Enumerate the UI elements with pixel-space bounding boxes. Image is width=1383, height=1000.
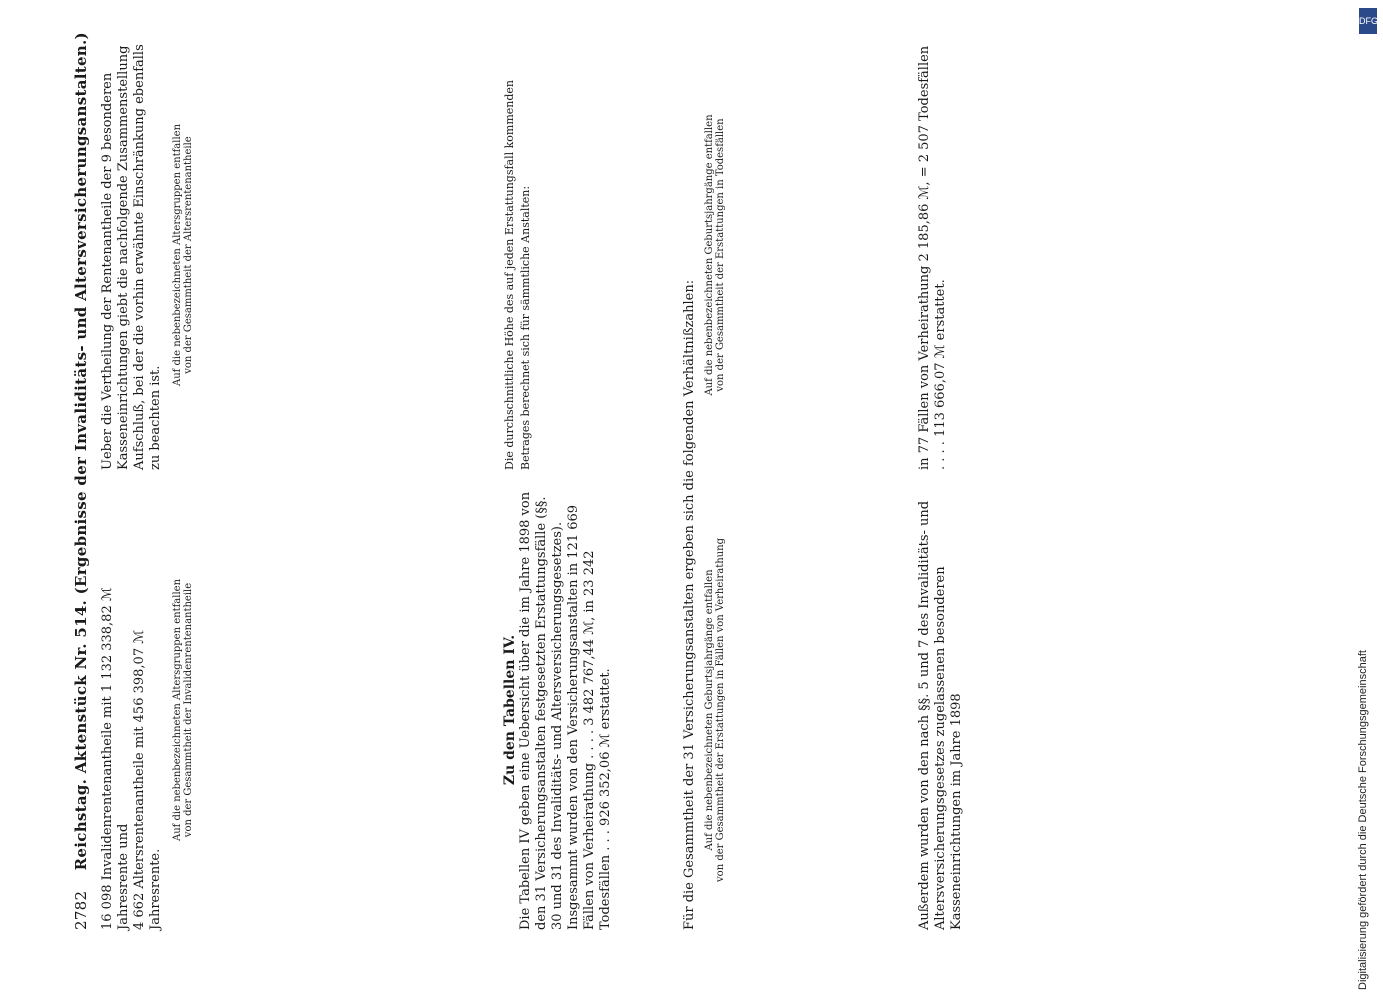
table-title: Auf die nebenbezeichneten Geburtsjahrgänge entfallen	[704, 569, 715, 851]
section-iv	[502, 490, 614, 930]
intro-line: Jahresrente.	[148, 848, 163, 930]
intro-right: Ueber die Vertheilung der Rentenantheile der 9 besonderen Kasseneinrichtungen giebt die nachfolgende Zusammenstellung Aufschluß, bei der die vorhin erwähnte Einschränkung ebenfalls zu beachten ist.	[100, 44, 163, 470]
footer-left: Außerdem wurden von den nach §§. 5 und 7 des Invaliditäts- und Altersversicherungsgesetzes zugelassenen besonderen Kasseneinrichtungen im Jahre 1898	[917, 500, 964, 930]
avg-section	[502, 40, 534, 470]
table-sublabel: von der Gesammtheit der Altersrentenantheile	[183, 136, 194, 374]
totals-text: Für die Gesammtheit der 31 Versicherungsanstalten ergeben sich die folgenden Verhältnißzahlen:	[682, 279, 697, 930]
intro-line: 16 098 Invalidenrentenantheile mit 1 132 338,82 ℳ	[100, 587, 115, 930]
table-invalid-rent	[172, 490, 194, 930]
intro-line: 4 662 Altersrentenantheile mit 456 398,07 ℳ	[132, 629, 147, 930]
table-sublabel: von der Gesammtheit der Invalidenrentenantheile	[183, 582, 194, 838]
credit-text: Digitalisierung gefördert durch die Deutsche Forschungsgemeinschaft	[1357, 650, 1369, 990]
page-title: Reichstag. Aktenstück Nr. 514. (Ergebnisse der Invaliditäts- und Altersversicherungsanstalten.)	[72, 32, 90, 871]
table-death-refunds	[704, 40, 726, 470]
intro-left	[100, 490, 164, 930]
table-title: Auf die nebenbezeichneten Altersgruppen entfallen	[172, 123, 183, 387]
section-text-2: Insgesammt wurden von den Versicherungsanstalten in 121 669 Fällen von Verheirathung . . . . 3 482 767,44 ℳ, in 23 242 Todesfällen . . . 926 352,06 ℳ erstattet.	[566, 504, 613, 930]
table-sublabel: von der Gesammtheit der Erstattungen in Todesfällen	[715, 118, 726, 392]
rotated-document	[72, 30, 1312, 930]
page-header	[72, 32, 90, 930]
footer-right: in 77 Fällen von Verheirathung 2 185,86 ℳ, = 2 507 Todesfällen . . . . 113 666,07 ℳ erstattet.	[917, 45, 948, 470]
section-title: Zu den Tabellen IV.	[502, 634, 518, 786]
intro-line: Jahresrente und	[116, 823, 131, 930]
table-marriage-refunds	[704, 490, 726, 930]
section-text: Die Tabellen IV geben eine Uebersicht über die im Jahre 1898 von den 31 Versicherungsanstalten festgesetzten Erstattungsfälle (§§. 30 und 31 des Invaliditäts- und Altersversicherungsgesetzes).	[518, 491, 565, 930]
dfg-logo: DFG	[1359, 8, 1377, 34]
table-title: Auf die nebenbezeichneten Altersgruppen entfallen	[172, 578, 183, 842]
table-title: Auf die nebenbezeichneten Geburtsjahrgänge entfallen	[704, 114, 715, 396]
avg-text: Die durchschnittliche Höhe des auf jeden Erstattungsfall kommenden Betrages berechnet sich für sämmtliche Anstalten:	[503, 79, 532, 470]
page-number: 2782	[72, 890, 90, 930]
table-old-age-rent	[172, 40, 194, 470]
credit-strip	[1357, 30, 1377, 990]
table-sublabel: von der Gesammtheit der Erstattungen in Fällen von Verheirathung	[715, 538, 726, 882]
